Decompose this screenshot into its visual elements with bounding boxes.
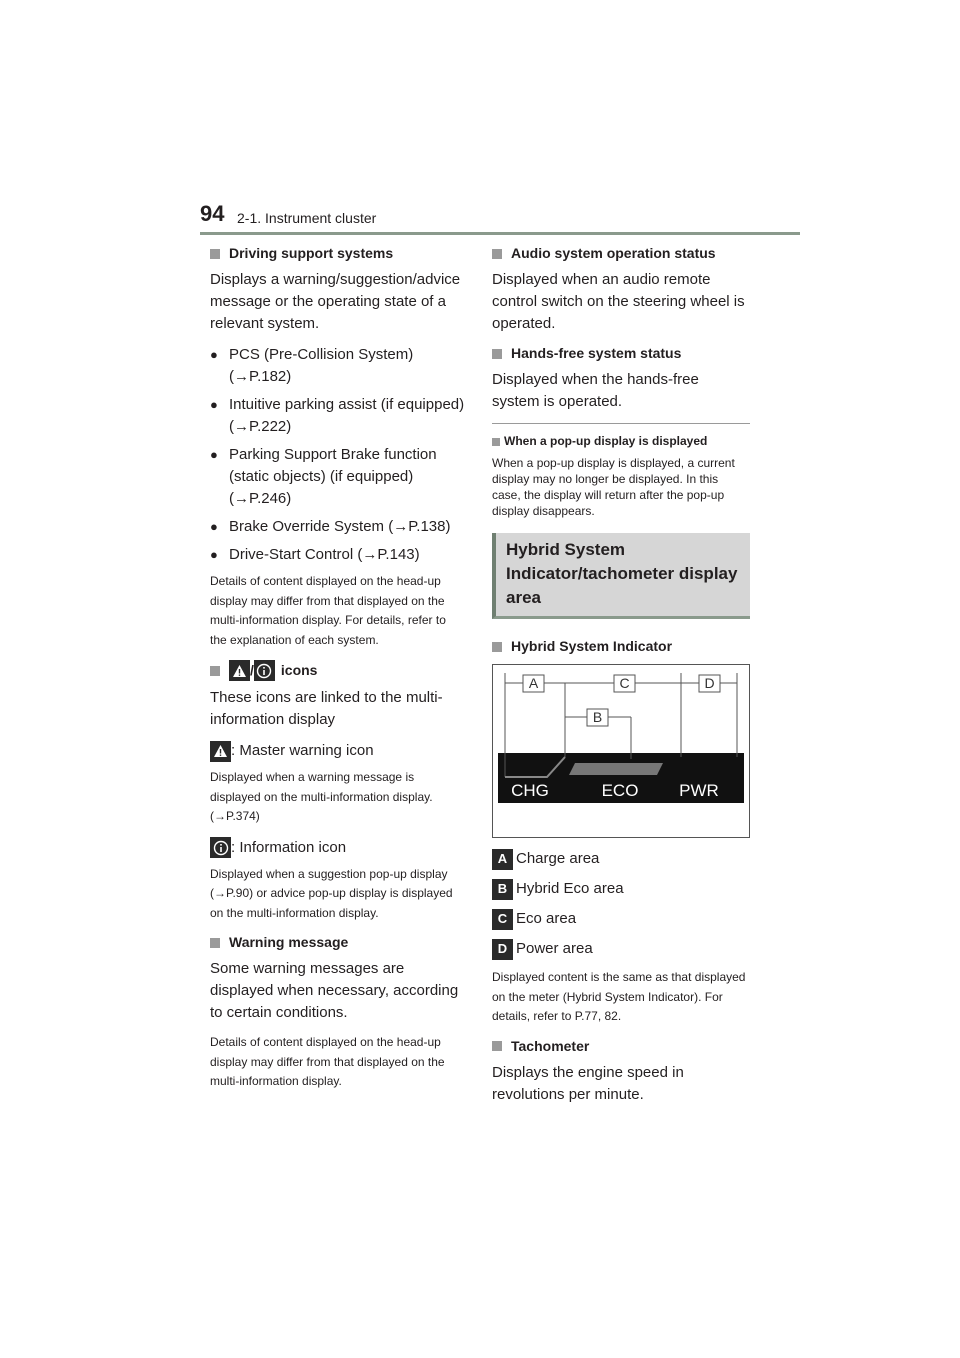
square-bullet-icon: [492, 349, 502, 359]
bullet-text: Brake Override System (→P.138): [229, 518, 451, 535]
zone-pwr: PWR: [679, 781, 719, 800]
bullet-item: [210, 394, 465, 438]
hsi-diagram: [492, 664, 750, 838]
square-bullet-icon: [492, 249, 502, 259]
tachometer-heading-text: Tachometer: [511, 1037, 590, 1054]
eco-band: [569, 763, 663, 775]
master-warning-note: Displayed when a warning message is displayed on the multi-information display. (→P.374): [210, 770, 433, 823]
tachometer-heading: [492, 1037, 750, 1056]
driving-support-note: Details of content displayed on the head-up display may differ from that displayed on the multi-information display. For details, refer to the explanation of each system.: [210, 574, 446, 647]
bullet-dot-icon: ●: [210, 447, 218, 462]
callout-b: B: [592, 709, 603, 725]
bullet-text: PCS (Pre-Collision System) (→P.182): [229, 346, 414, 385]
bullet-dot-icon: ●: [210, 347, 218, 362]
icons-text: These icons are linked to the multi-information display: [210, 689, 443, 728]
square-bullet-icon: [210, 666, 220, 676]
driving-support-heading: [210, 244, 465, 263]
legend-item-b: [492, 878, 750, 900]
hsi-diagram-svg: [493, 665, 749, 837]
icons-separator: /: [250, 662, 254, 678]
square-bullet-icon: [492, 438, 500, 446]
bullet-text: Drive-Start Control (→P.143): [229, 546, 420, 563]
bullet-text: Intuitive parking assist (if equipped) (→P.222): [229, 396, 465, 435]
square-bullet-icon: [210, 249, 220, 259]
callout-d: D: [704, 675, 715, 691]
information-row: [210, 837, 465, 859]
page-number: 94: [200, 201, 225, 226]
header-rule: [200, 232, 800, 235]
letter-badge: C: [492, 909, 513, 930]
letter-badge: A: [492, 849, 513, 870]
audio-status-heading: [492, 244, 750, 263]
bullet-dot-icon: ●: [210, 519, 218, 534]
handsfree-status-heading-text: Hands-free system status: [511, 345, 682, 361]
hsi-heading-text: Hybrid System Indicator: [511, 638, 673, 654]
icons-heading: [210, 660, 465, 681]
bullet-item: [210, 516, 465, 538]
master-warning-icon: [210, 741, 231, 762]
hsi-heading: [492, 637, 750, 656]
bullet-dot-icon: ●: [210, 547, 218, 562]
driving-support-heading-text: Driving support systems: [229, 245, 394, 261]
popup-text: When a pop-up display is displayed, a current display may no longer be displayed. In this case, the display will return after the pop-up display disappears.: [492, 456, 735, 518]
warning-message-heading: [210, 933, 465, 952]
audio-status-text: Displayed when an audio remote control switch on the steering wheel is operated.: [492, 271, 745, 332]
section-reference: 2-1. Instrument cluster: [237, 210, 377, 226]
legend-label: Hybrid Eco area: [516, 880, 624, 897]
callout-a: A: [528, 675, 539, 691]
master-warning-row: [210, 740, 465, 762]
driving-support-text: Displays a warning/suggestion/advice message or the operating state of a relevant system.: [210, 271, 461, 332]
legend-item-c: [492, 908, 750, 930]
warning-message-note: Details of content displayed on the head-up display may differ from that displayed on the multi-information display.: [210, 1035, 445, 1088]
warning-message-text: Some warning messages are displayed when necessary, according to certain conditions.: [210, 960, 459, 1021]
legend-item-a: [492, 848, 750, 870]
information-icon: [254, 660, 275, 681]
square-bullet-icon: [492, 1041, 502, 1051]
legend-label: Power area: [516, 940, 593, 957]
information-note: Displayed when a suggestion pop-up display (→P.90) or advice pop-up display is displayed on the multi-information display.: [210, 866, 453, 920]
letter-badge: D: [492, 939, 513, 960]
bullet-text: Parking Support Brake function (static objects) (if equipped) (→P.246): [229, 446, 437, 507]
square-bullet-icon: [492, 642, 502, 652]
warning-message-heading-text: Warning message: [229, 934, 349, 950]
bullet-item: [210, 344, 465, 388]
handsfree-status-text: Displayed when the hands-free system is operated.: [492, 371, 699, 410]
audio-status-heading-text: Audio system operation status: [511, 245, 716, 261]
icons-heading-text: icons: [280, 662, 318, 678]
master-warning-icon: [229, 660, 250, 681]
divider: [492, 423, 750, 424]
information-label: : Information icon: [231, 838, 347, 856]
popup-heading-text: When a pop-up display is displayed: [504, 434, 708, 448]
information-icon: [210, 837, 231, 858]
zone-eco: ECO: [601, 781, 639, 800]
legend-item-d: [492, 938, 750, 960]
letter-badge: B: [492, 879, 513, 900]
popup-heading: [492, 432, 750, 451]
legend-label: Eco area: [516, 910, 577, 927]
section-title: Hybrid System Indicator/tachometer display area: [492, 533, 750, 619]
zone-chg: CHG: [511, 781, 549, 800]
handsfree-status-heading: [492, 344, 750, 363]
bullet-item: [210, 444, 465, 510]
legend-label: Charge area: [516, 850, 600, 867]
bullet-item: [210, 544, 465, 566]
left-column: [210, 240, 465, 1102]
right-column: [492, 240, 750, 1115]
bullet-dot-icon: ●: [210, 397, 218, 412]
square-bullet-icon: [210, 938, 220, 948]
callout-c: C: [619, 675, 630, 691]
master-warning-label: : Master warning icon: [231, 742, 374, 759]
hsi-note: Displayed content is the same as that displayed on the meter (Hybrid System Indicator). For details, refer to P.77, 82.: [492, 970, 746, 1023]
tachometer-text: Displays the engine speed in revolutions per minute.: [492, 1063, 684, 1103]
